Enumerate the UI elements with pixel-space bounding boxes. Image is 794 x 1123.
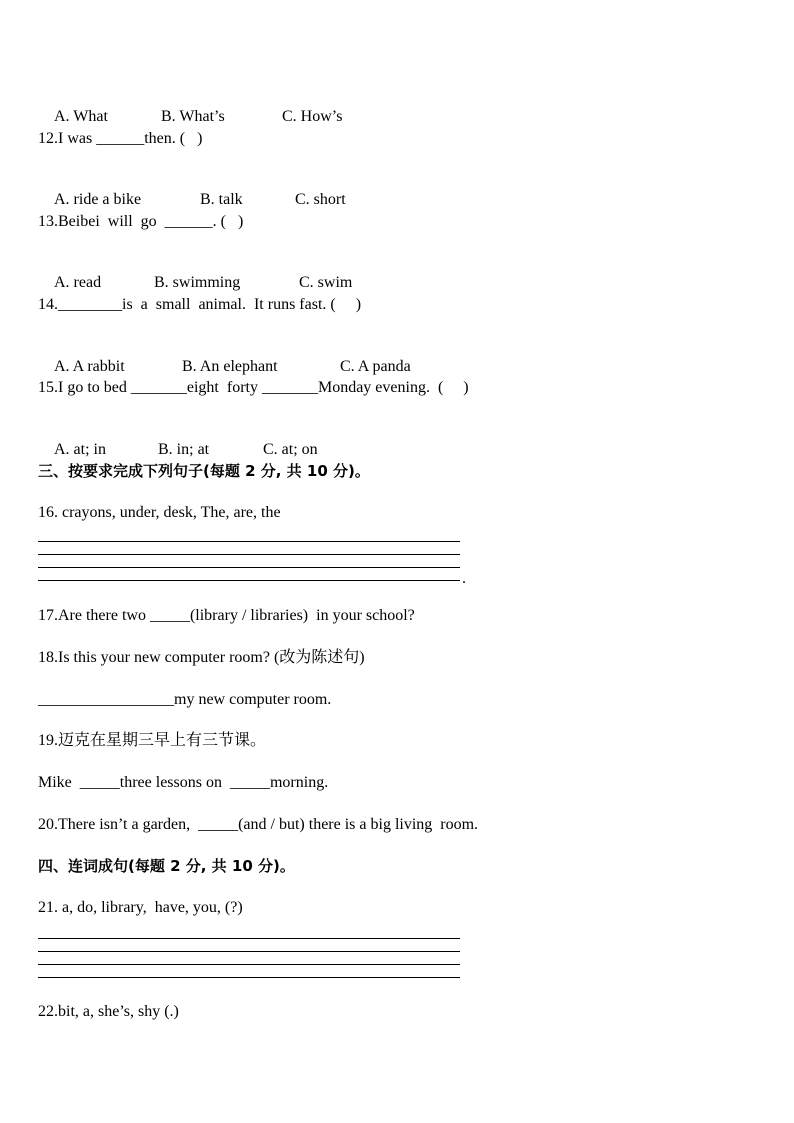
q15-question: 15.I go to bed _______eight forty _______Monday evening. ( ) xyxy=(38,379,469,396)
q13-option-b: B. swimming xyxy=(154,274,241,291)
q22-question: 22.bit, a, she’s, shy (.) xyxy=(38,1003,179,1020)
answer-rule xyxy=(38,567,460,568)
section-4-heading: 四、连词成句(每题 2 分, 共 10 分)。 xyxy=(38,857,295,875)
q13-option-a: A. read xyxy=(54,274,102,291)
q21-question: 21. a, do, library, have, you, (?) xyxy=(38,899,243,916)
q12-option-a: A. ride a bike xyxy=(54,191,142,208)
q14-option-a: A. A rabbit xyxy=(54,358,125,375)
q13-option-c: C. swim xyxy=(299,274,353,291)
q16-end-mark: . xyxy=(462,570,466,587)
q11-option-b: B. What’s xyxy=(161,108,225,125)
q12-option-c: C. short xyxy=(295,191,346,208)
answer-rule xyxy=(38,938,460,939)
q20-question: 20.There isn’t a garden, _____(and / but) there is a big living room. xyxy=(38,816,479,833)
answer-rule xyxy=(38,964,460,965)
q14-question: 14.________is a small animal. It runs fast. ( ) xyxy=(38,296,362,313)
q11-option-a: A. What xyxy=(54,108,108,125)
q14-option-c: C. A panda xyxy=(340,358,411,375)
q14-option-b: B. An elephant xyxy=(182,358,278,375)
q12-question: 12.I was ______then. ( ) xyxy=(38,130,203,147)
q15-option-b: B. in; at xyxy=(158,441,210,458)
q12-option-b: B. talk xyxy=(200,191,243,208)
answer-rule xyxy=(38,951,460,952)
answer-rule xyxy=(38,554,460,555)
q11-option-c: C. How’s xyxy=(282,108,343,125)
answer-rule xyxy=(38,580,460,581)
q16-question: 16. crayons, under, desk, The, are, the xyxy=(38,504,281,521)
q15-option-c: C. at; on xyxy=(263,441,318,458)
answer-rule xyxy=(38,977,460,978)
q19-answer-line: Mike _____three lessons on _____morning. xyxy=(38,774,329,791)
answer-rule xyxy=(38,541,460,542)
q18-answer-line: _________________my new computer room. xyxy=(38,691,332,708)
q15-option-a: A. at; in xyxy=(54,441,106,458)
q19-question: 19.迈克在星期三早上有三节课。 xyxy=(38,732,267,749)
q13-question: 13.Beibei will go ______. ( ) xyxy=(38,213,244,230)
q17-question: 17.Are there two _____(library / libraries) in your school? xyxy=(38,607,415,624)
section-3-heading: 三、按要求完成下列句子(每题 2 分, 共 10 分)。 xyxy=(38,462,370,480)
q18-question: 18.Is this your new computer room? (改为陈述句) xyxy=(38,649,365,666)
